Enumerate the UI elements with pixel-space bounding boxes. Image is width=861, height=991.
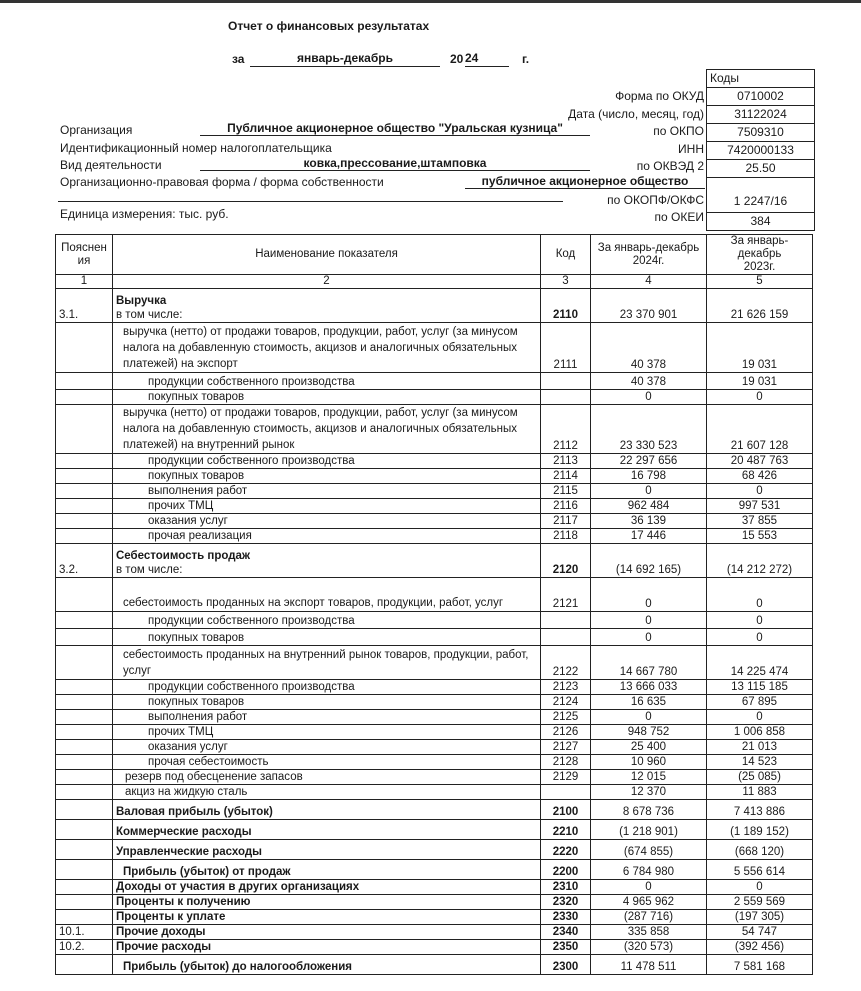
table-row: продукции собственного производства 40 378 19 031 [56, 373, 813, 390]
org-value: Публичное акционерное общество "Уральская кузница" [200, 121, 590, 136]
row-note: 3.1. [56, 289, 113, 323]
table-row: прочая реализация 2118 17 446 15 553 [56, 529, 813, 544]
label-okved: по ОКВЭД 2 [636, 159, 704, 173]
table-row: Управленческие расходы 2220 (674 855) (668 120) [56, 840, 813, 860]
row-name: выручка (нетто) от продажи товаров, продукции, работ, услуг (за минусом налога на добавленную стоимость, акцизов и аналогичных обязательных платежей) на внутренний рынок [113, 405, 541, 454]
table-row: резерв под обесценение запасов 2129 12 015 (25 085) [56, 770, 813, 785]
table-row: Прибыль (убыток) до налогообложения 2300 11 478 511 7 581 168 [56, 955, 813, 975]
table-row: оказания услуг 2117 36 139 37 855 [56, 514, 813, 529]
row-current: 23 370 901 [591, 289, 707, 323]
header-previous: За январь-декабрь 2023г. [707, 235, 813, 275]
code-inn: 7420000133 [707, 141, 814, 159]
activity-value: ковка,прессование,штамповка [200, 156, 590, 171]
code-okei: 384 [707, 212, 814, 230]
row-name: Себестоимость продаж в том числе: [113, 544, 541, 578]
table-row: Проценты к уплате 2330 (287 716) (197 305) [56, 910, 813, 925]
code-okved: 25.50 [707, 159, 814, 177]
table-row: выручка (нетто) от продажи товаров, продукции, работ, услуг (за минусом налога на добавленную стоимость, акцизов и аналогичных обязательных платежей) на экспорт 2111 40 378 19 031 [56, 323, 813, 373]
table-row: Коммерческие расходы 2210 (1 218 901) (1 189 152) [56, 820, 813, 840]
table-row: продукции собственного производства 2113 22 297 656 20 487 763 [56, 454, 813, 469]
row-name: продукции собственного производства [113, 373, 541, 390]
table-row: выполнения работ 2115 0 0 [56, 484, 813, 499]
label-okpo: по ОКПО [653, 124, 704, 138]
period-prefix: за [232, 52, 245, 66]
unit-label: Единица измерения: тыс. руб. [60, 207, 229, 221]
table-row: покупных товаров 0 0 [56, 390, 813, 405]
table-row: прочих ТМЦ 2126 948 752 1 006 858 [56, 725, 813, 740]
table-row: 10.1. Прочие доходы 2340 335 858 54 747 [56, 925, 813, 940]
table-header-row [56, 235, 813, 275]
row-name: выручка (нетто) от продажи товаров, продукции, работ, услуг (за минусом налога на добавленную стоимость, акцизов и аналогичных обязательных платежей) на экспорт [113, 323, 541, 373]
table-row: прочая себестоимость 2128 10 960 14 523 [56, 755, 813, 770]
table-row: продукции собственного производства 2123 13 666 033 13 115 185 [56, 680, 813, 695]
header-current: За январь-декабрь 2024г. [591, 235, 707, 275]
table-index-row: 1 2 3 4 5 [56, 275, 813, 289]
code-date: 31122024 [707, 105, 814, 123]
year-unit: г. [522, 52, 530, 66]
period-value: январь-декабрь [250, 52, 440, 67]
code-okpo: 7509310 [707, 123, 814, 141]
table-row: 3.2. Себестоимость продаж в том числе: 2120 (14 692 165) (14 212 272) [56, 544, 813, 578]
row-name: покупных товаров [113, 390, 541, 405]
year-suffix: 24 [465, 52, 509, 67]
table-row: продукции собственного производства 0 0 [56, 612, 813, 629]
blank-underline [58, 201, 563, 202]
inn-label: Идентификационный номер налогоплательщика [60, 141, 332, 155]
header-note: Пояснен ия [56, 235, 113, 275]
table-row: 10.2. Прочие расходы 2350 (320 573) (392 456) [56, 940, 813, 955]
financial-results-table [55, 234, 813, 975]
label-okopf: по ОКОПФ/ОКФС [607, 193, 704, 207]
row-name: Выручка в том числе: [113, 289, 541, 323]
table-row: акциз на жидкую сталь 12 370 11 883 [56, 785, 813, 800]
table-row: прочих ТМЦ 2116 962 484 997 531 [56, 499, 813, 514]
table-row: покупных товаров 2114 16 798 68 426 [56, 469, 813, 484]
table-row: оказания услуг 2127 25 400 21 013 [56, 740, 813, 755]
report-title: Отчет о финансовых результатах [228, 19, 430, 33]
row-previous: 21 626 159 [707, 289, 813, 323]
table-row [56, 289, 813, 323]
code-okopf: 1 2247/16 [707, 177, 814, 212]
table-row: выполнения работ 2125 0 0 [56, 710, 813, 725]
top-edge-bar [0, 0, 861, 3]
header-code: Код [541, 235, 591, 275]
org-label: Организация [60, 123, 133, 137]
table-row: Прибыль (убыток) от продаж 2200 6 784 980 5 556 614 [56, 860, 813, 880]
table-row: себестоимость проданных на экспорт товаров, продукции, работ, услуг 2121 0 0 [56, 578, 813, 612]
label-date: Дата (число, месяц, год) [568, 107, 704, 121]
row-code: 2110 [541, 289, 591, 323]
legal-form-value: публичное акционерное общество [465, 174, 705, 189]
code-okud: 0710002 [707, 87, 814, 105]
label-okei: по ОКЕИ [654, 210, 704, 224]
year-prefix: 20 [450, 52, 464, 66]
table-row: Валовая прибыль (убыток) 2100 8 678 736 7 413 886 [56, 800, 813, 820]
header-name: Наименование показателя [113, 235, 541, 275]
table-row: Доходы от участия в других организациях 2310 0 0 [56, 880, 813, 895]
codes-header: Коды [710, 71, 740, 85]
activity-label: Вид деятельности [60, 158, 162, 172]
table-row: выручка (нетто) от продажи товаров, продукции, работ, услуг (за минусом налога на добавленную стоимость, акцизов и аналогичных обязательных платежей) на внутренний рынок 2112 23 330 523 21 607 128 [56, 405, 813, 454]
legal-form-label: Организационно-правовая форма / форма собственности [60, 175, 384, 189]
table-row: себестоимость проданных на внутренний рынок товаров, продукции, работ, услуг 2122 14 667 780 14 225 474 [56, 646, 813, 680]
table-row: покупных товаров 0 0 [56, 629, 813, 646]
table-row: покупных товаров 2124 16 635 67 895 [56, 695, 813, 710]
table-row: Проценты к получению 2320 4 965 962 2 559 569 [56, 895, 813, 910]
label-okud: Форма по ОКУД [615, 89, 704, 103]
codes-box [706, 69, 815, 231]
label-inn: ИНН [678, 142, 704, 156]
